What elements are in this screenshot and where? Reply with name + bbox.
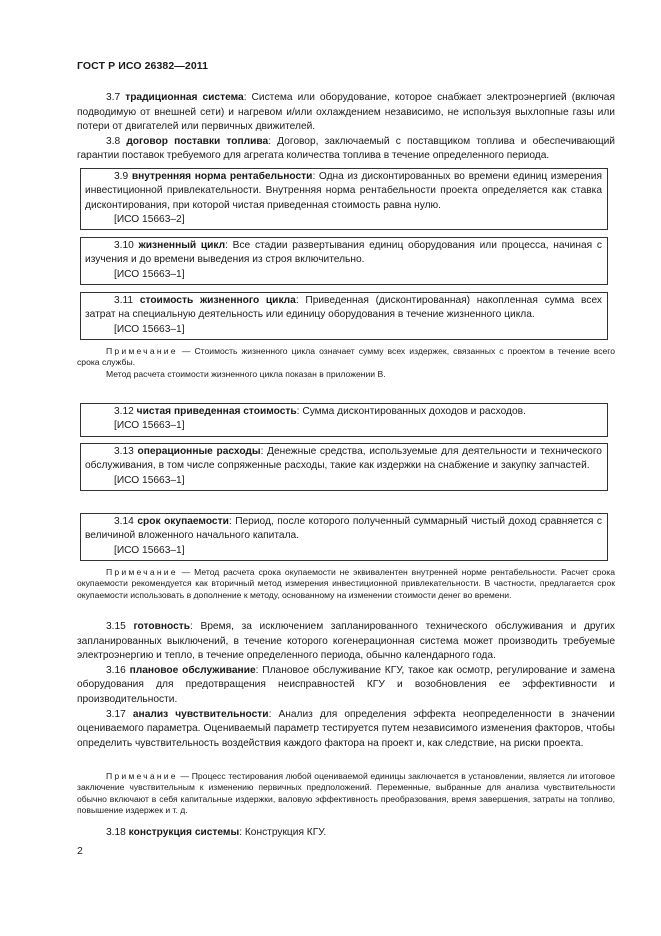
term: конструкция системы bbox=[128, 827, 240, 838]
definition-box-3-14 bbox=[80, 513, 608, 561]
definition-box-3-11 bbox=[80, 292, 608, 340]
definition-text: : Анализ для определения эффекта неопределенности в значении оцениваемого параметра. Оцениваемый параметр тестируется путем независимого изменения факторов, чтобы определить чувствительность воздействия каждого фактора на проект и, как следствие, на риски проекта. bbox=[77, 708, 615, 749]
term: жизненный цикл bbox=[138, 240, 226, 251]
term: договор поставки топлива bbox=[126, 135, 269, 147]
note-text: — Процесс тестирования любой оцениваемой единицы заключается в установлении, является ли итоговое заключение чувствительным к изменению первичных предположений. Переменные, выбранные для анализа чувствительности обычно включают в себя капитальные издержки, валовую эффективность преобразования, время завершения, затраты на топливо, повышение издержек и т. д. bbox=[77, 771, 615, 816]
note-text: — Метод расчета срока окупаемости не эквивалентен внутренней норме рентабельности. Расчет срока окупаемости рекомендуется как вторичный метод измерения инвестиционной привлекательности. В частности, предлагается срок окупаемости использовать в дополнение к методу, основанному на изменении стоимости денег во времени. bbox=[77, 567, 615, 600]
definition-text: : Сумма дисконтированных доходов и расходов. bbox=[296, 406, 526, 417]
clause-number: 3.15 bbox=[106, 621, 126, 632]
definition-text: : Все стадии развертывания единиц оборудования или процесса, начиная с изучения и до времени выведения из строя включительно. bbox=[85, 240, 602, 266]
clause-number: 3.18 bbox=[106, 827, 126, 838]
standard-header: ГОСТ Р ИСО 26382—2011 bbox=[77, 60, 209, 72]
definition-text: : Приведенная (дисконтированная) накопленная сумма всех затрат на специальную деятельность или единицу оборудования в течение жизненного цикла. bbox=[85, 295, 602, 321]
source-reference: [ИСО 15663–1] bbox=[114, 544, 185, 556]
definition-3-16 bbox=[77, 664, 615, 708]
clause-number: 3.8 bbox=[106, 135, 121, 147]
term: традиционная система bbox=[125, 92, 244, 103]
definition-block-3-7-3-8 bbox=[77, 91, 615, 164]
definition-3-7 bbox=[77, 91, 615, 135]
definition-box-3-12 bbox=[80, 403, 608, 437]
clause-number: 3.14 bbox=[114, 516, 134, 527]
source-reference: [ИСО 15663–2] bbox=[114, 213, 185, 225]
definition-box-3-9 bbox=[80, 168, 608, 230]
definition-text: : Одна из дисконтированных во времени единиц измерения инвестиционной привлекательности. Внутренняя норма рентабельности проекта определяется как ставка дисконтирования, при которой чистая приведенная стоимость равна нулю. bbox=[85, 171, 602, 211]
note-3-17 bbox=[77, 771, 615, 817]
source-reference: [ИСО 15663–1] bbox=[114, 420, 185, 432]
note-3-14 bbox=[77, 567, 615, 601]
clause-number: 3.10 bbox=[114, 240, 134, 251]
definition-3-17 bbox=[77, 708, 615, 752]
clause-number: 3.7 bbox=[106, 92, 121, 103]
term: срок окупаемости bbox=[137, 516, 229, 527]
page-number: 2 bbox=[77, 845, 83, 857]
clause-number: 3.11 bbox=[114, 295, 134, 306]
term: готовность bbox=[133, 621, 191, 632]
clause-number: 3.17 bbox=[106, 708, 126, 720]
source-reference: [ИСО 15663–1] bbox=[114, 268, 185, 280]
note-label: Примечание bbox=[106, 567, 178, 577]
definition-3-15 bbox=[77, 620, 615, 664]
note-3-11 bbox=[77, 346, 615, 380]
definition-text: : Конструкция КГУ. bbox=[239, 827, 327, 838]
note-text-line2: Метод расчета стоимости жизненного цикла показан в приложении В. bbox=[106, 368, 386, 379]
definition-text: : Договор, заключаемый с поставщиком топлива и обеспечивающий гарантии поставок требуемого для агрегата количества топлива в течение определенного периода. bbox=[77, 135, 615, 162]
definition-text: : Плановое обслуживание КГУ, такое как осмотр, регулирование и замена оборудования для предотвращения неисправностей КГУ и возобновления ее эффективности и производительности. bbox=[77, 664, 615, 705]
definition-box-3-13 bbox=[80, 443, 608, 491]
source-reference: [ИСО 15663–1] bbox=[114, 474, 185, 486]
definition-3-8 bbox=[77, 135, 615, 164]
term: чистая приведенная стоимость bbox=[136, 406, 297, 417]
definition-text: : Время, за исключением запланированного технического обслуживания и других запланированных выключений, в течение которого когенерационная система может производить требуемые электроэнергию и тепло, в течение определенного периода, обычно календарного года. bbox=[77, 621, 615, 662]
clause-number: 3.9 bbox=[114, 171, 129, 182]
term: стоимость жизненного цикла bbox=[139, 295, 296, 306]
note-label: Примечание bbox=[106, 771, 178, 781]
clause-number: 3.16 bbox=[106, 664, 126, 676]
clause-number: 3.13 bbox=[114, 446, 134, 457]
definition-box-3-10 bbox=[80, 237, 608, 285]
clause-number: 3.12 bbox=[114, 406, 134, 417]
term: плановое обслуживание bbox=[129, 664, 256, 676]
definition-block-3-18 bbox=[77, 826, 615, 841]
definition-text: : Период, после которого полученный суммарный чистый доход сравняется с величиной вложенного начального капитала. bbox=[85, 516, 602, 542]
definition-3-18 bbox=[77, 826, 615, 841]
definition-text: : Денежные средства, используемые для деятельности и технического обслуживания, в том числе сопряженные расходы, такие как издержки на снабжение и закупку запчастей. bbox=[85, 446, 602, 472]
note-text: — Стоимость жизненного цикла означает сумму всех издержек, связанных с проектом в течение всего срока службы. bbox=[77, 346, 615, 368]
note-label: Примечание bbox=[106, 346, 178, 356]
term: анализ чувствительности bbox=[132, 708, 269, 720]
definition-block-3-15-3-17 bbox=[77, 620, 615, 751]
source-reference: [ИСО 15663–1] bbox=[114, 323, 185, 335]
term: операционные расходы bbox=[137, 446, 261, 457]
definition-text: : Система или оборудование, которое снабжает электроэнергией (включая подводимую от внешней сети) и нагревом и/или охлаждением независимо, не используя выхлопные газы или потери от двигателей или первичных движителей. bbox=[77, 92, 615, 133]
term: внутренняя норма рентабельности bbox=[131, 171, 313, 182]
